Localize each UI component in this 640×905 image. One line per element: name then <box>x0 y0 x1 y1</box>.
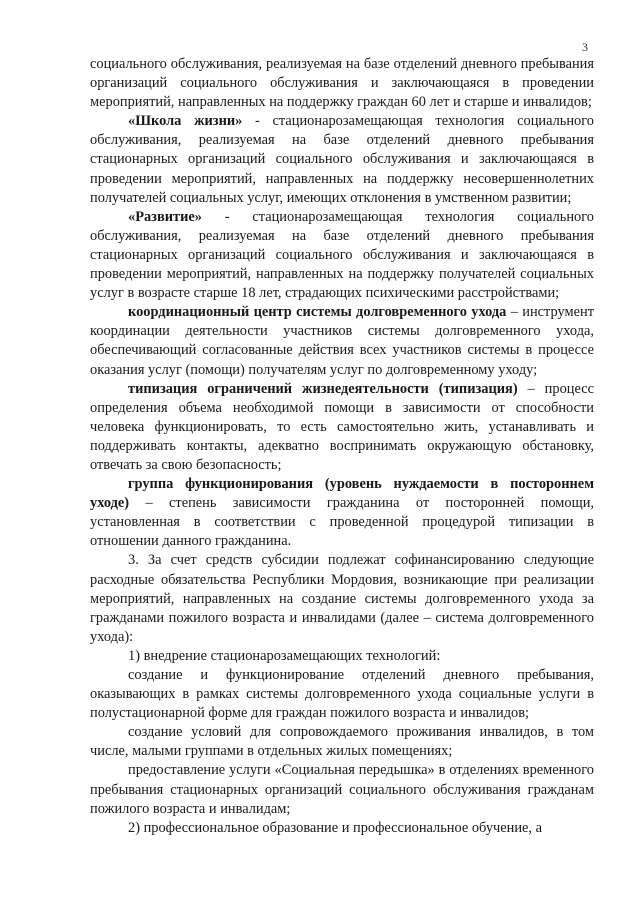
sub-item-supported-living <box>90 723 594 761</box>
page-number: 3 <box>582 40 588 54</box>
definition-school-of-life <box>90 112 594 207</box>
paragraph-continuation <box>90 55 594 112</box>
definition-typification <box>90 380 594 475</box>
definition-text: – процесс определения объема необходимой помощи в зависимости от способности человека функционировать, то есть самостоятельно жить, устанавливать и поддерживать контакты, адекватно воспринимать окружающую обстановку, отвечать за свою безопасность; <box>90 380 594 473</box>
clause-3 <box>90 551 594 646</box>
paragraph-text: 3. За счет средств субсидии подлежат софинансированию следующие расходные обязательства Республики Мордовия, возникающие при реализации мероприятий, направленных на создание системы долговременного ухода за гражданами пожилого возраста и инвалидами (далее – система долговременного ухода): <box>90 552 594 645</box>
sub-item-day-care <box>90 666 594 723</box>
paragraph-text: предоставление услуги «Социальная передышка» в отделениях временного пребывания стационарных организаций социального обслуживания гражданам пожилого возраста и инвалидам; <box>90 762 594 817</box>
definition-coordination-center <box>90 303 594 379</box>
paragraph-text: социального обслуживания, реализуемая на базе отделений дневного пребывания организаций социального обслуживания и заключающаяся в проведении мероприятий, направленных на поддержку граждан 60 лет и старше и инвалидов; <box>90 56 594 111</box>
paragraph-text: 2) профессиональное образование и профессиональное обучение, а <box>128 819 543 836</box>
list-item-1 <box>90 647 594 666</box>
paragraph-text: создание условий для сопровождаемого проживания инвалидов, в том числе, малыми группами в отдельных жилых помещениях; <box>90 724 594 760</box>
definition-text: – инструмент координации деятельности участников системы долговременного ухода, обеспечивающий согласованные действия всех участников системы в процессе оказания услуг (помощи) получателям услуг по долговременному уходу; <box>90 304 594 378</box>
sub-item-social-respite <box>90 761 594 818</box>
term-development: «Развитие» <box>128 208 202 225</box>
paragraph-text: создание и функционирование отделений дневного пребывания, оказывающих в рамках системы долговременного ухода социальные услуги в полустационарной форме для граждан пожилого возраста и инвалидов; <box>90 667 594 722</box>
term-typification: типизация ограничений жизнедеятельности (типизация) <box>128 380 518 397</box>
definition-functioning-group <box>90 475 594 551</box>
document-body <box>90 55 594 838</box>
term-functioning-group: группа функционирования (уровень нуждаемости в постороннем уходе) <box>90 476 594 512</box>
definition-text: - стационарозамещающая технология социального обслуживания, реализуемая на базе отделений дневного пребывания стационарных организаций социального обслуживания и заключающаяся в проведении мероприятий, направленных на поддержку получателей социальных услуг в возрасте старше 18 лет, страдающих психическими расстройствами; <box>90 208 594 302</box>
list-item-2 <box>90 819 594 838</box>
definition-text: – степень зависимости гражданина от посторонней помощи, установленная в соответствии с проведенной процедурой типизации в отношении данного гражданина. <box>90 495 594 550</box>
term-school-of-life: «Школа жизни» <box>128 113 243 130</box>
paragraph-text: 1) внедрение стационарозамещающих технологий: <box>128 647 441 664</box>
definition-development <box>90 208 594 303</box>
definition-text: - стационарозамещающая технология социального обслуживания, реализуемая на базе отделений дневного пребывания стационарных организаций социального обслуживания и заключающаяся в проведении мероприятий, направленных на поддержку несовершеннолетних получателей социальных услуг, имеющих отклонения в умственном развитии; <box>90 113 594 206</box>
term-coordination-center: координационный центр системы долговременного ухода <box>128 304 507 321</box>
